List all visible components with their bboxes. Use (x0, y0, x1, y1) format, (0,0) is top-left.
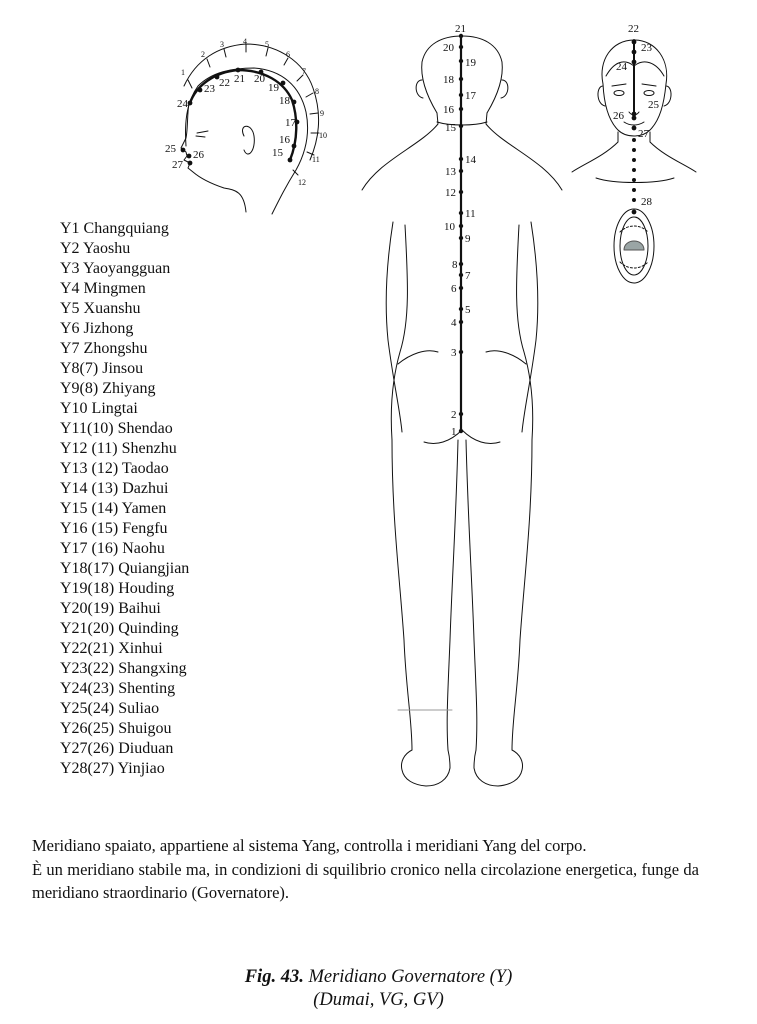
legend-item: Y25(24) Suliao (60, 700, 160, 717)
legend-item: Y20(19) Baihui (60, 600, 161, 617)
side-scale-ticks (188, 44, 319, 175)
legend-item: Y23(22) Shangxing (60, 660, 187, 677)
caption-title: Meridiano Governatore (Y) (308, 967, 513, 987)
legend-item: Y19(18) Houding (60, 580, 175, 597)
legend-item: Y27(26) Diuduan (60, 740, 174, 757)
legend-item: Y11(10) Shendao (60, 420, 173, 437)
back-hip-left (398, 351, 438, 364)
legend-item: Y13 (12) Taodao (60, 460, 169, 477)
legend-item: Y2 Yaoshu (60, 240, 131, 257)
front-point-label: 22 (628, 23, 639, 35)
legend-item: Y8(7) Jinsou (60, 360, 144, 377)
back-arm-right (522, 222, 538, 432)
caption-fig-number: Fig. 43. (244, 967, 304, 987)
back-point-label: 3 (451, 347, 457, 359)
back-point-label: 4 (451, 317, 457, 329)
front-brow-left (612, 84, 626, 86)
back-leg-left-inner (447, 440, 458, 750)
legend-item: Y10 Lingtai (60, 400, 138, 417)
side-view-head (181, 44, 319, 214)
back-point-label: 9 (465, 233, 471, 245)
side-point-label: 22 (219, 77, 230, 89)
back-torso-left (391, 225, 407, 440)
back-foot-left (401, 750, 450, 786)
legend-item: Y1 Changquiang (60, 220, 169, 237)
open-mouth-illustration (614, 209, 654, 283)
front-point-label: 28 (641, 196, 652, 208)
back-arm-left (386, 222, 402, 432)
back-point-label: 16 (443, 104, 454, 116)
back-point-label: 19 (465, 57, 476, 69)
legend-item: Y4 Mingmen (60, 280, 146, 297)
side-scale-numbers (181, 37, 327, 187)
back-point-label: 21 (455, 23, 466, 35)
back-point-label: 7 (465, 270, 471, 282)
back-point-label: 15 (445, 122, 456, 134)
side-scale-number: 4 (243, 37, 247, 46)
legend-item: Y15 (14) Yamen (60, 500, 167, 517)
front-point-label: 23 (641, 42, 652, 54)
side-point-label: 15 (272, 147, 283, 159)
legend-item: Y28(27) Yinjiao (60, 760, 165, 777)
front-point-label: 27 (638, 128, 649, 140)
legend-item: Y22(21) Xinhui (60, 640, 163, 657)
side-scale-number: 10 (319, 131, 327, 140)
point-legend (60, 219, 189, 779)
front-point-label: 24 (616, 61, 627, 73)
side-point-label: 27 (172, 159, 183, 171)
side-scale-number: 8 (315, 87, 319, 96)
side-point-label: 17 (285, 117, 296, 129)
caption-subtitle: (Dumai, VG, GV) (313, 990, 444, 1010)
back-point-label: 6 (451, 283, 457, 295)
back-buttock-right (462, 430, 500, 444)
back-view-body (362, 36, 562, 786)
side-eye (196, 131, 208, 137)
back-head-points (443, 23, 477, 134)
side-scale-number: 3 (220, 40, 224, 49)
description-paragraph (32, 834, 699, 905)
side-point-label: 21 (234, 73, 245, 85)
side-point-label: 16 (279, 134, 290, 146)
side-point-label: 20 (254, 73, 265, 85)
side-point-label: 19 (268, 82, 279, 94)
back-point-label: 20 (443, 42, 454, 54)
side-scale-number: 2 (201, 50, 205, 59)
back-hip-right (486, 351, 526, 364)
legend-item: Y5 Xuanshu (60, 300, 141, 317)
legend-item: Y6 Jizhong (60, 320, 134, 337)
back-leg-left-outer (392, 440, 412, 750)
legend-item: Y7 Zhongshu (60, 340, 148, 357)
back-point-label: 12 (445, 187, 456, 199)
side-ear (243, 126, 255, 154)
back-leg-right-outer (512, 440, 532, 750)
legend-item: Y3 Yaoyangguan (60, 260, 171, 277)
legend-item: Y18(17) Quiangjian (60, 560, 190, 577)
back-ear-right (501, 80, 508, 98)
side-scale-number: 1 (181, 68, 185, 77)
back-ear-left (416, 80, 423, 98)
back-point-label: 1 (451, 426, 457, 438)
side-scale-number: 11 (312, 155, 320, 164)
caption-title-line (0, 966, 757, 989)
side-scale-number: 5 (265, 40, 269, 49)
back-point-label: 18 (443, 74, 454, 86)
side-point-label: 23 (204, 83, 215, 95)
back-point-label: 11 (465, 208, 476, 220)
legend-item: Y17 (16) Naohu (60, 540, 165, 557)
legend-item: Y16 (15) Fengfu (60, 520, 168, 537)
front-brow-right (642, 84, 656, 86)
side-scale-number: 12 (298, 178, 306, 187)
side-point-label: 24 (177, 98, 188, 110)
front-points (613, 23, 660, 214)
back-foot-right (474, 750, 523, 786)
legend-item: Y26(25) Shuigou (60, 720, 172, 737)
back-point-label: 8 (452, 259, 458, 271)
front-point-label: 25 (648, 99, 659, 111)
figure-caption (0, 966, 757, 1012)
legend-item: Y9(8) Zhiyang (60, 380, 156, 397)
front-eye-left (614, 91, 624, 96)
front-mouth (624, 122, 644, 125)
back-point-label: 14 (465, 154, 476, 166)
back-point-label: 10 (444, 221, 455, 233)
side-scale-number: 6 (286, 50, 290, 59)
side-outer-arc (184, 44, 319, 160)
side-scale-number: 9 (320, 109, 324, 118)
side-point-label: 18 (279, 95, 290, 107)
legend-item: Y24(23) Shenting (60, 680, 176, 697)
front-eye-right (644, 91, 654, 96)
back-point-label: 2 (451, 409, 457, 421)
back-torso-right (517, 225, 533, 440)
description-line-2: È un meridiano stabile ma, in condizioni di squilibrio cronico nella circolazione energetica, funge da meridiano straordinario (Governatore). (32, 859, 699, 902)
side-scale-number: 7 (302, 67, 306, 76)
legend-item: Y14 (13) Dazhui (60, 480, 169, 497)
front-dotted-meridian (632, 138, 636, 202)
side-point-label: 25 (165, 143, 176, 155)
front-point-label: 26 (613, 110, 624, 122)
back-point-label: 17 (465, 90, 476, 102)
legend-item: Y21(20) Quinding (60, 620, 179, 637)
legend-item: Y12 (11) Shenzhu (60, 440, 177, 457)
back-point-label: 13 (445, 166, 456, 178)
description-line-1: Meridiano spaiato, appartiene al sistema Yang, controlla i meridiani Yang del corpo. (32, 836, 587, 855)
back-leg-right-inner (466, 440, 477, 750)
back-point-label: 5 (465, 304, 471, 316)
side-point-label: 26 (193, 149, 204, 161)
